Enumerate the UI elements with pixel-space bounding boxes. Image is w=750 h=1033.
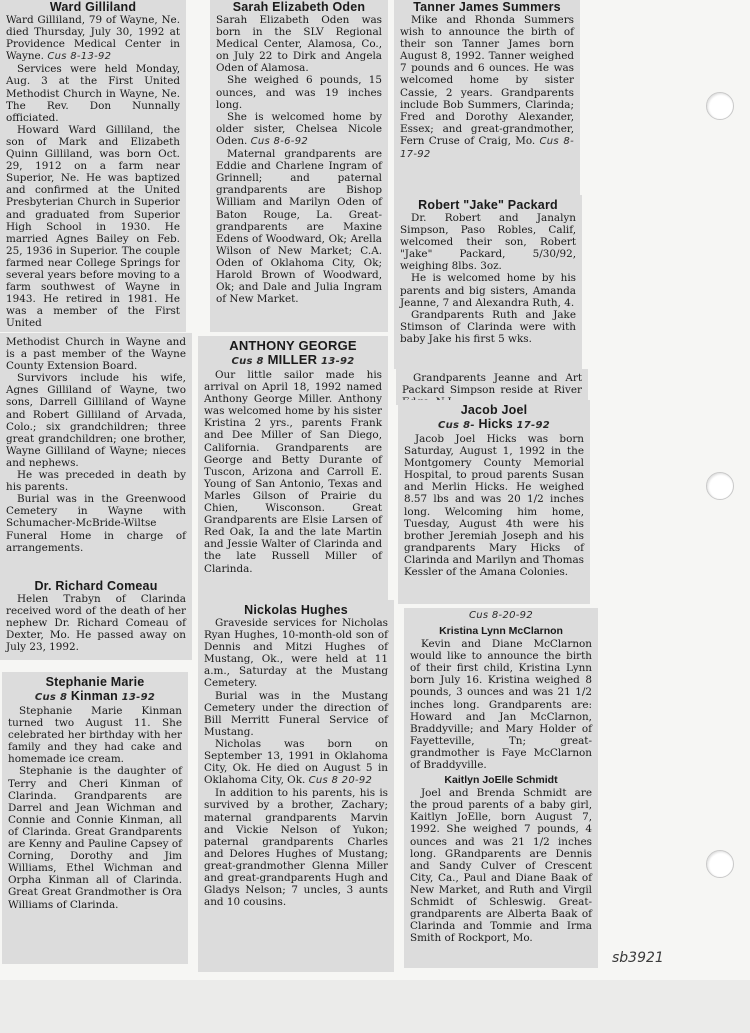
announcement-paragraph: Maternal grandparents are Eddie and Charlene Ingram of Grinnell; and paternal grandparents are Bishop William and Marilyn Oden of Baton Rouge, La. Great-grandparents are Maxine Edens of Woodward, Ok; Arella Wilson of New Market; C.A. Oden of Oklahoma City, Ok; Harold Brown of Woodward, Ok; and Dale and Julia Ingram of New Market. (216, 148, 382, 306)
handwritten-date: Cus 8- (437, 420, 475, 431)
announcement-paragraph: Stephanie Marie Kinman turned two August 11. She celebrated her birthday with her family and they had cake and homemade ice cream. (8, 705, 182, 766)
announcement-title: Kaitlyn JoElle Schmidt (444, 774, 558, 787)
clipping-gilliland-part2 (0, 333, 192, 578)
obituary-paragraph: He was preceded in death by his parents. (6, 469, 186, 494)
obituary-title: Dr. Richard Comeau (34, 579, 158, 593)
announcement-title: Jacob Joel Cus 8- Hicks 17-92 (437, 403, 551, 431)
clipping-kinman (2, 672, 188, 964)
obituary-paragraph: In addition to his parents, his is survived by a brother, Zachary; maternal grandparents Marvin and Vickie Nelson of Yukon; paternal grandparents Charles and Delores Hughes of Mustang; great-grandmother Glenna Miller and great-grandparents Hugh and Gladys Nelson; 7 uncles, 3 aunts and 10 cousins. (204, 787, 388, 909)
announcement-paragraph: She weighed 6 pounds, 15 ounces, and was 19 inches long. (216, 74, 382, 111)
announcement-paragraph: Mike and Rhonda Summers wish to announce the birth of their son Tanner James born August 8, 1992. Tanner weighed 7 pounds and 6 ounces. He was welcomed home by sister Cassie, 2 years. Grandparents include Bob Summers, Clarinda; Fred and Dorothy Alexander, Essex; and great-grandmother, Fern Cruse of Craig, Mo. Cus 8-17-92 (400, 14, 574, 161)
handwritten-date: Cus 8 20-92 (308, 775, 373, 787)
clipping-packard (394, 195, 582, 369)
obituary-paragraph: Graveside services for Nicholas Ryan Hughes, 10-month-old son of Dennis and Mitzi Hughes of Mustang, Ok., were held at 11 a.m., Saturday at the Mustang Cemetery. (204, 617, 388, 690)
handwritten-date: Cus 8 (231, 356, 264, 367)
clipping-hicks (398, 400, 590, 604)
clipping-mcclarnon-schmidt (404, 608, 598, 968)
announcement-paragraph: Grandparents Ruth and Jake Stimson of Clarinda were with baby Jake his first 5 wks. (400, 308, 576, 345)
announcement-title: Tanner James Summers (413, 0, 561, 14)
announcement-paragraph: Kevin and Diane McClarnon would like to announce the birth of their first child, Kristina Lynn born July 16. Kristina weighed 8 pounds, 3 ounces and was 21 1/2 inches long. Grandparents are: Howard and Jan McClarnon, Braddyville; and Mary Holder of Fayetteville, Tn; great-grandmother is Faye McClarnon of Braddyville. (410, 638, 592, 772)
obituary-paragraph: Howard Ward Gilliland, the son of Mark and Elizabeth Quinn Gilliland, was born Oct. 29, 1912 on a farm near Superior, Ne. He was baptized and confirmed at the United Presbyterian Church in Superior and graduated from Superior High School in 1930. He married Agnes Bailey on Feb. 25, 1936 in Superior. The couple farmed near College Springs for several years before moving to a farm southwest of Wayne in 1943. He retired in 1981. He was a member of the First United (6, 123, 180, 330)
handwritten-date: 17-92 (516, 420, 551, 431)
handwritten-date: Cus 8-20-92 (468, 610, 534, 621)
clipping-summers (394, 0, 580, 195)
handwritten-date: 13-92 (121, 692, 156, 703)
obituary-title: Ward Gilliland (49, 0, 137, 14)
clipping-gilliland-part1 (0, 0, 186, 332)
announcement-title: Kristina Lynn McClarnon (439, 625, 563, 638)
obituary-paragraph: Helen Trabyn of Clarinda received word of the death of her nephew Dr. Richard Comeau of Dexter, Mo. He passed away on July 23, 1992. (6, 593, 186, 654)
obituary-title: Nickolas Hughes (244, 603, 348, 617)
announcement-paragraph: She is welcomed home by older sister, Chelsea Nicole Oden. Cus 8-6-92 (216, 110, 382, 147)
announcement-title: Sarah Elizabeth Oden (232, 0, 366, 14)
obituary-paragraph: Services were held Monday, Aug. 3 at the First United Methodist Church in Wayne, Ne. The Rev. Don Nunnally officiated. (6, 63, 180, 124)
obituary-paragraph: Nicholas was born on September 13, 1991 in Oklahoma City, Ok. He died on August 5 in Oklahoma City, Ok. Cus 8 20-92 (204, 737, 388, 787)
handwritten-date: Cus 8-17-92 (400, 135, 574, 161)
handwritten-date: Cus 8-6-92 (250, 135, 309, 147)
clipping-comeau (0, 576, 192, 660)
obituary-paragraph: Burial was in the Mustang Cemetery under the direction of Bill Merritt Funeral Service of Mustang. (204, 689, 388, 738)
binder-hole-bottom (706, 850, 734, 878)
obituary-paragraph: Methodist Church in Wayne and is a past member of the Wayne County Extension Board. (6, 336, 186, 373)
announcement-title: Robert "Jake" Packard (418, 198, 558, 212)
announcement-paragraph: Stephanie is the daughter of Terry and Cheri Kinman of Clarinda. Grandparents are Darrel and Jean Wichman and Connie and Connie Kinman, all of Clarinda. Great Grandparents are Kenny and Pauline Capsey of Corning, Dorothy and Jim Williams, Ethel Wichman and Orpha Kinman all of Clarinda. Great Great Grandmother is Ora Williams of Clarinda. (8, 765, 182, 911)
announcement-paragraph: Dr. Robert and Janalyn Simpson, Paso Robles, Calif, welcomed their son, Robert "Jake" Packard, 5/30/92, weighing 8lbs. 3oz. (400, 212, 576, 273)
announcement-paragraph: Our little sailor made his arrival on April 18, 1992 named Anthony George Miller. Anthony was welcomed home by his sister Kristina 2 yrs., parents Frank and Dee Miller of San Diego, California. Grandparents are George and Betty Durante of Tuscon, Arizona and Carroll E. Young of San Antonio, Texas and Marles Gilson of Prairie du Chien, Wisconson. Great Grandparents are Elsie Larsen of Red Oak, Ia and the late Martin and Jessie Walter of Clarinda and the late Russell Miller of Clarinda. (204, 369, 382, 575)
binder-hole-top (706, 92, 734, 120)
obituary-paragraph: Ward Gilliland, 79 of Wayne, Ne. died Thursday, July 30, 1992 at Providence Medical Center in Wayne. Cus 8-13-92 (6, 14, 180, 63)
announcement-title: Stephanie Marie Cus 8 Kinman 13-92 (34, 675, 156, 703)
obituary-paragraph: Survivors include his wife, Agnes Gilliland of Wayne, two sons, Darrell Gilliland of Wayne and Robert Gilliland of Arvada, Colo.; six grandchildren; three great grandchildren; one brother, Wayne Gilliland of Wayne; nieces and nephews. (6, 372, 186, 469)
announcement-paragraph: Joel and Brenda Schmidt are the proud parents of a baby girl, Kaitlyn JoElle, born August 7, 1992. She weighed 7 pounds, 4 ounces and was 21 1/2 inches long. GRandparents are Dennis and Sandy Culver of Crescent City, Ca., Paul and Diane Baak of New Market, and Ruth and Virgil Schmidt of Schleswig. Great-grandparents are Alberta Baak of Clarinda and Tommie and Irma Smith of Rockport, Mo. (410, 787, 592, 945)
handwritten-date: Cus 8-13-92 (47, 51, 112, 63)
accession-number: sb3921 (612, 950, 664, 966)
clipping-oden (210, 0, 388, 332)
announcement-paragraph: Jacob Joel Hicks was born Saturday, August 1, 1992 in the Montgomery County Memorial Hospital, to proud parents Susan and Merlin Hicks. He weighed 8.57 lbs and was 20 1/2 inches long. Welcoming him home, Tuesday, August 4th were his brother Jeremiah Joseph and his grandparents Mary Hicks of Clarinda and Marilyn and Thomas Kessler of the Amana Colonies. (404, 433, 584, 579)
announcement-paragraph: Sarah Elizabeth Oden was born in the SLV Regional Medical Center, Alamosa, Co., on July 22 to Dirk and Angela Oden of Alamosa. (216, 14, 382, 75)
obituary-paragraph: Burial was in the Greenwood Cemetery in Wayne with Schumacher-McBride-Wiltse Funeral Home in charge of arrangements. (6, 493, 186, 554)
handwritten-date: Cus 8 (34, 692, 68, 703)
announcement-paragraph: Grandparents Jeanne and Art Packard Simpson reside at River (402, 372, 582, 397)
announcement-title: ANTHONY GEORGE Cus 8 MILLER 13-92 (229, 338, 357, 367)
clipping-miller (198, 336, 388, 600)
handwritten-date: 13-92 (321, 356, 355, 367)
binder-hole-middle (706, 472, 734, 500)
clipping-hughes (198, 600, 394, 972)
announcement-paragraph: He is welcomed home by his parents and big sisters, Amanda Jeanne, 7 and Alexandra Ruth, 4. (400, 272, 576, 309)
page-bottom-edge (0, 980, 750, 1033)
